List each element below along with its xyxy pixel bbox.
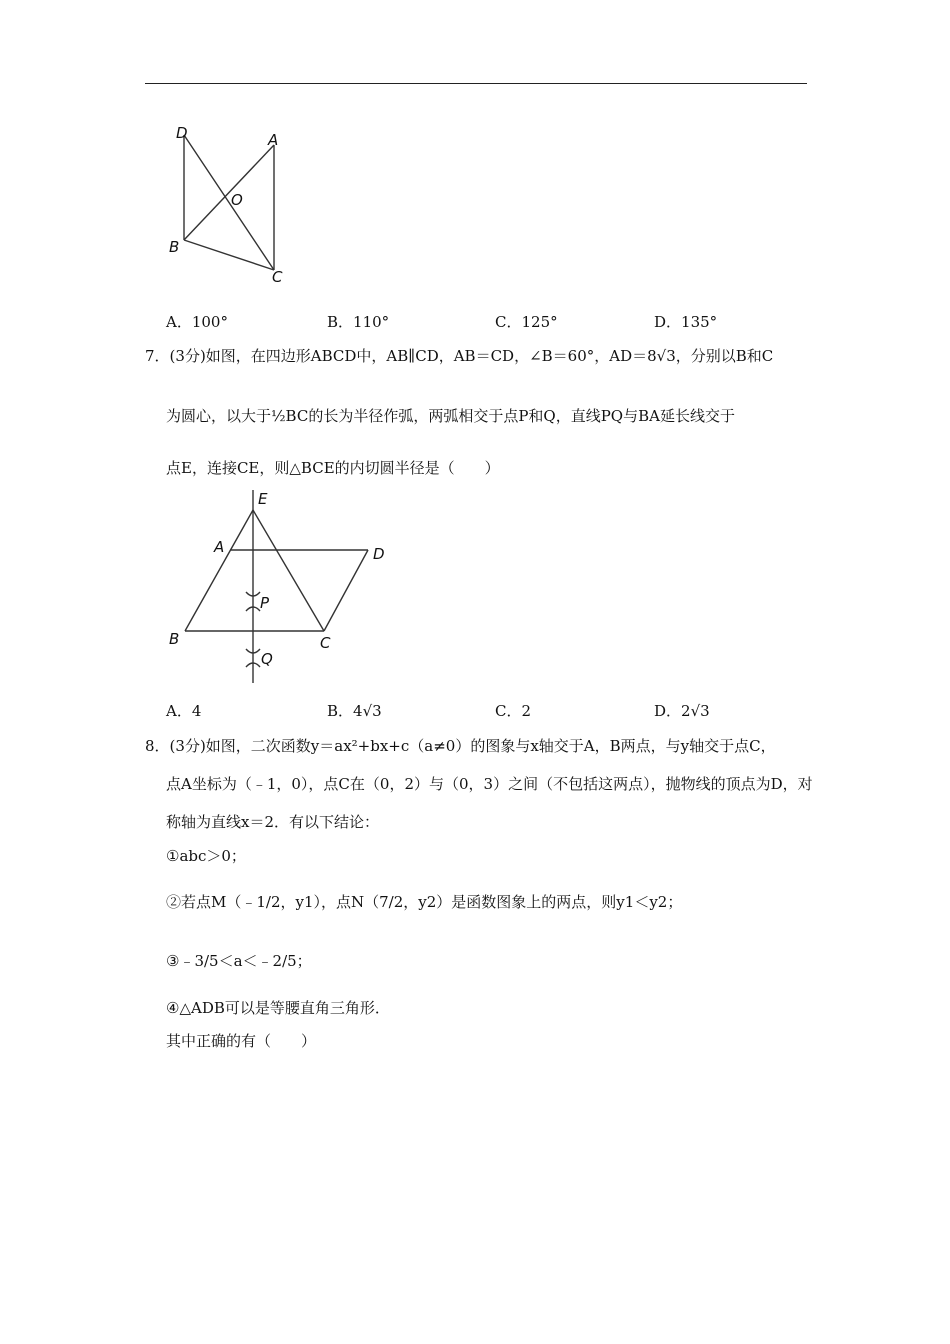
q6-option-d: D．135° — [654, 313, 718, 331]
q7-option-b: B．4√3 — [327, 702, 382, 720]
q6-label-b: B — [169, 238, 180, 256]
q6-label-a: A — [268, 131, 279, 149]
q7-option-d: D．2√3 — [654, 702, 710, 720]
q8-line3: 称轴为直线x＝2．有以下结论： — [166, 813, 380, 831]
q8-conclusion-3: ③﹣3/5＜a＜﹣2/5； — [166, 952, 312, 970]
q7-label-c: C — [320, 634, 331, 652]
q7-option-a: A．4 — [166, 702, 202, 720]
q7-figure — [160, 485, 400, 690]
q6-option-c: C．125° — [495, 313, 558, 331]
q7-label-b: B — [169, 630, 180, 648]
q6-label-d: D — [176, 124, 188, 142]
q7-label-p: P — [260, 594, 270, 612]
q8-conclusion-2: ②若点M（﹣1/2，y1），点N（7/2，y2）是函数图象上的两点，则y1＜y2； — [166, 893, 683, 911]
q8-conclusion-1: ①abc＞0； — [166, 847, 246, 865]
q7-option-c: C．2 — [495, 702, 532, 720]
q8-line2: 点A坐标为（﹣1，0），点C在（0，2）与（0，3）之间（不包括这两点），抛物线的顶点为D，对 — [166, 775, 813, 793]
q7-line1: 7．(3分)如图，在四边形ABCD中，AB∥CD，AB＝CD，∠B＝60°，AD＝8√3，分别以B和C — [145, 347, 774, 365]
header-rule — [145, 83, 807, 84]
q7-label-e: E — [258, 490, 268, 508]
q8-question: 其中正确的有（ ） — [166, 1032, 317, 1050]
q8-line1: 8．(3分)如图，二次函数y＝ax²+bx+c（a≠0）的图象与x轴交于A，B两点，与y轴交于点C， — [145, 737, 776, 755]
q6-option-a: A．100° — [166, 313, 228, 331]
q6-label-c: C — [272, 268, 283, 286]
q7-line2: 为圆心，以大于½BC的长为半径作弧，两弧相交于点P和Q，直线PQ与BA延长线交于 — [166, 407, 735, 425]
q6-option-b: B．110° — [327, 313, 390, 331]
q6-label-o: O — [231, 191, 243, 209]
q8-conclusion-4: ④△ADB可以是等腰直角三角形． — [166, 999, 390, 1017]
q7-label-q: Q — [261, 650, 273, 668]
q7-line3: 点E，连接CE，则△BCE的内切圆半径是（ ） — [166, 459, 500, 477]
q7-label-d: D — [373, 545, 385, 563]
q6-figure — [160, 120, 300, 290]
q7-label-a: A — [214, 538, 225, 556]
